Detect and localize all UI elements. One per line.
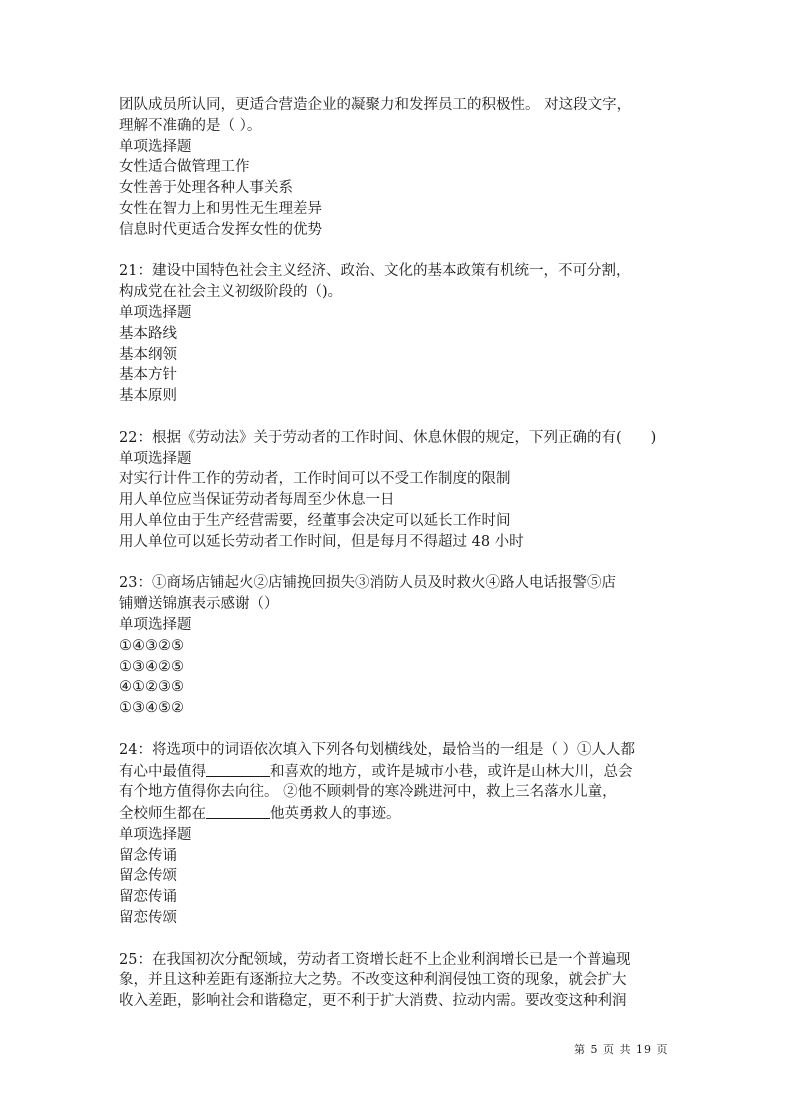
option: ④①②③⑤ — [119, 679, 184, 696]
question-20 — [119, 95, 675, 241]
option: 基本原则 — [119, 388, 177, 405]
question-stem-line — [119, 803, 675, 825]
question-type: 单项选择题 — [119, 450, 192, 467]
option: 用人单位应当保证劳动者每周至少休息一日 — [119, 492, 395, 509]
fill-blank — [206, 803, 270, 819]
question-stem-line: 22：根据《劳动法》关于劳动者的工作时间、休息休假的规定，下列正确的有( ) — [119, 429, 657, 446]
question-stem-line: 团队成员所认同，更适合营造企业的凝聚力和发挥员工的积极性。 对这段文字， — [119, 97, 632, 113]
question-type: 单项选择题 — [119, 826, 192, 843]
question-type: 单项选择题 — [119, 616, 192, 633]
option: ①③④⑤② — [119, 700, 184, 717]
stem-text: 和喜欢的地方，或许是城市小巷，或许是山林大川，总会 — [270, 763, 633, 780]
option: 女性善于处理各种人事关系 — [119, 180, 293, 197]
stem-text: 有心中最值得 — [119, 763, 206, 780]
question-type: 单项选择题 — [119, 304, 192, 321]
question-stem-line: 理解不准确的是（ ）。 — [119, 117, 262, 134]
fill-blank — [206, 761, 270, 777]
option: 基本纲领 — [119, 346, 177, 363]
option: 基本方针 — [119, 367, 177, 384]
question-25 — [119, 950, 675, 1012]
question-stem-line: 23：①商场店铺起火②店铺挽回损失③消防人员及时救火④路人电话报警⑤店 — [119, 575, 616, 592]
option: 女性适合做管理工作 — [119, 159, 250, 176]
question-stem-line: 象，并且这种差距有逐渐拉大之势。不改变这种利润侵蚀工资的现象，就会扩大 — [119, 972, 627, 989]
question-type: 单项选择题 — [119, 138, 192, 155]
stem-text: 他英勇救人的事迹。 — [270, 806, 401, 823]
option: 基本路线 — [119, 325, 177, 342]
option: 留恋传颂 — [119, 910, 177, 927]
option: ①③④②⑤ — [119, 658, 184, 675]
option: 用人单位可以延长劳动者工作时间，但是每月不得超过 48 小时 — [119, 533, 524, 550]
question-stem-line: 21：建设中国特色社会主义经济、政治、文化的基本政策有机统一，不可分割， — [119, 263, 631, 280]
question-stem-line: 有个地方值得你去向往。 ②他不顾刺骨的寒冷跳进河中，救上三名落水儿童， — [119, 784, 617, 801]
option: 用人单位由于生产经营需要，经董事会决定可以延长工作时间 — [119, 512, 511, 529]
question-stem-line — [119, 761, 675, 783]
option: ①④③②⑤ — [119, 637, 184, 654]
option: 留恋传诵 — [119, 889, 177, 906]
question-23 — [119, 573, 675, 719]
question-stem-line: 铺赠送锦旗表示感谢（） — [119, 596, 279, 613]
question-stem-line: 25：在我国初次分配领域，劳动者工资增长赶不上企业利润增长已是一个普遍现 — [119, 951, 631, 968]
option: 女性在智力上和男性无生理差异 — [119, 200, 322, 217]
stem-text: 全校师生都在 — [119, 806, 206, 823]
question-22 — [119, 428, 675, 553]
question-stem-line: 收入差距，影响社会和谐稳定，更不利于扩大消费、拉动内需。要改变这种利润 — [119, 993, 627, 1010]
option: 留念传诵 — [119, 847, 177, 864]
option: 信息时代更适合发挥女性的优势 — [119, 221, 322, 238]
page-number: 第 5 页 共 19 页 — [574, 1043, 669, 1056]
question-21 — [119, 261, 675, 407]
question-stem-line: 24：将选项中的词语依次填入下列各句划横线处，最恰当的一组是（ ）①人人都 — [119, 741, 636, 758]
document-body — [119, 95, 675, 1012]
option: 留念传颂 — [119, 868, 177, 885]
question-stem-line: 构成党在社会主义初级阶段的（)。 — [119, 284, 343, 301]
option: 对实行计件工作的劳动者，工作时间可以不受工作制度的限制 — [119, 471, 511, 488]
question-24 — [119, 740, 675, 929]
